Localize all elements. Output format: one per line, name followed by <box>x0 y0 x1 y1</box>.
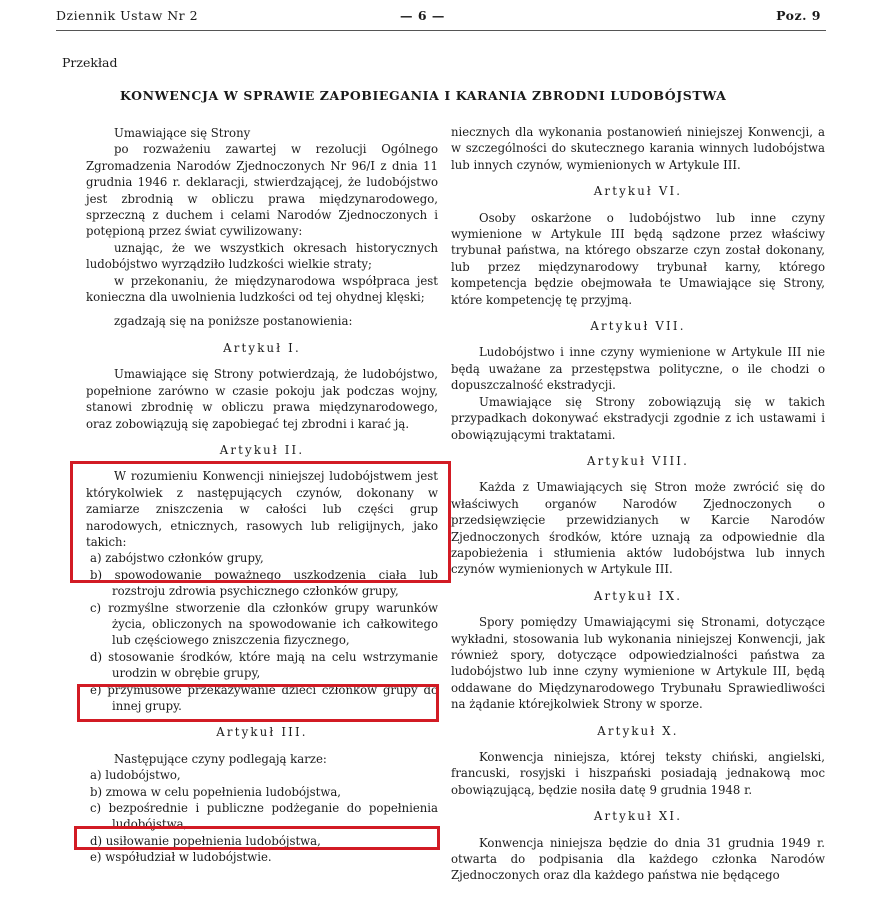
translation-label: Przekład <box>62 55 118 70</box>
article-7-text-1: Ludobójstwo i inne czyny wymienione w Artykule III nie będą uważane za przestępstwa polityczne, o ile chodzi o dopuszczalność ekstradycji. <box>451 345 825 393</box>
article-7-text-2: Umawiające się Strony zobowiązują się w takich przypadkach dokonywać ekstradycji zgodnie z ich ustawami i obowiązującymi traktatami. <box>451 394 825 442</box>
article-2-text: W rozumieniu Konwencji niniejszej ludobójstwem jest którykolwiek z następujących czynów, dokonany w zamiarze zniszczenia w całości lub części grup narodowych, etnicznych, rasowych lub religijnych, jako takich: <box>86 469 438 549</box>
header-position: Poz. 9 <box>776 8 821 23</box>
article-9-heading: Artykuł IX. <box>593 588 683 603</box>
article-8-text: Każda z Umawiających się Stron może zwrócić się do właściwych organów Narodów Zjednoczonych o przedsięwzięcie przewidzianych w Karcie Narodów Zjednoczonych środków, które uznają za odpowiednie dla zapobieżenia i stłumienia aktów ludobójstwa lub innych czynów wymienionych w Artykule III. <box>451 480 825 577</box>
highlight-box-article-2-item-d <box>77 684 439 722</box>
article-3-item-b: b) zmowa w celu popełnienia ludobójstwa, <box>90 784 342 799</box>
preamble-considering: po rozważeniu zawartej w rezolucji Ogólnego Zgromadzenia Narodów Zjednoczonych Nr 96/I z dnia 11 grudnia 1946 r. deklaracji, stwierdzającej, że ludobójstwo jest zbrodnią w obliczu prawa międzynarodowego, sprzeczną z duchem i celami Narodów Zjednoczonych i potępioną przez świat cywilizowany: <box>86 142 438 239</box>
article-2-item-a: a) zabójstwo członków grupy, <box>90 551 264 566</box>
preamble-recognizing: uznając, że we wszystkich okresach historycznych ludobójstwo wyrządziło ludzkości wielkie straty; <box>86 240 438 272</box>
document-title: KONWENCJA W SPRAWIE ZAPOBIEGANIA I KARANIA ZBRODNI LUDOBÓJSTWA <box>120 88 727 103</box>
preamble-agree: zgadzają się na poniższe postanowienia: <box>114 314 353 329</box>
highlight-box-article-3-item-b <box>74 826 440 850</box>
article-8-heading: Artykuł VIII. <box>586 453 690 468</box>
article-2-item-b: b) spowodowanie poważnego uszkodzenia ciała lub rozstroju zdrowia psychicznego członków grupy, <box>90 567 438 599</box>
article-3-intro: Następujące czyny podlegają karze: <box>114 751 327 766</box>
article-1-text: Umawiające się Strony potwierdzają, że ludobójstwo, popełnione zarówno w czasie pokoju jak podczas wojny, stanowi zbrodnię w obliczu prawa międzynarodowego, oraz zobowiązują się zapobiegać tej zbrodni i karać ją. <box>86 367 438 431</box>
header-journal: Dziennik Ustaw Nr 2 <box>56 8 199 23</box>
right-column <box>451 124 825 884</box>
preamble-convinced: w przekonaniu, że międzynarodowa współpraca jest konieczna dla uwolnienia ludzkości od tej ohydnej klęski; <box>86 273 438 305</box>
article-5-continuation: niecznych dla wykonania postanowień niniejszej Konwencji, a w szczególności do skutecznego karania winnych ludobójstwa lub innych czynów, wymienionych w Artykule III. <box>451 125 825 172</box>
article-10-heading: Artykuł X. <box>597 723 679 738</box>
article-3-heading: Artykuł III. <box>216 725 308 740</box>
article-6-text: Osoby oskarżone o ludobójstwo lub inne czyny wymienione w Artykule III będą sądzone przez właściwy trybunał państwa, na którego obszarze czyn został dokonany, lub przez międzynarodowy trybunał karny, którego kompetencja będzie obejmowała te Umawiające się Strony, które kompetencję tę przyjmą. <box>451 210 825 307</box>
highlight-box-article-2 <box>70 461 451 583</box>
article-9-text: Spory pomiędzy Umawiającymi się Stronami, dotyczące wykładni, stosowania lub wykonania niniejszej Konwencji, jak również spory, dotyczące odpowiedzialności państwa za ludobójstwo lub inne czyny wymienione w Artykule III, będą oddawane do Międzynarodowego Trybunału Sprawiedliwości na żądanie którejkolwiek Strony w sporze. <box>451 615 825 712</box>
article-2-item-e: e) przymusowe przekazywanie dzieci członków grupy do innej grupy. <box>90 682 438 713</box>
article-11-heading: Artykuł XI. <box>593 809 683 824</box>
article-10-text: Konwencja niniejsza, której teksty chiński, angielski, francuski, rosyjski i hiszpański posiadają jednakową moc obowiązującą, będzie nosiła datę 9 grudnia 1948 r. <box>451 750 825 797</box>
header-rule <box>56 30 826 31</box>
article-6-heading: Artykuł VI. <box>593 184 683 199</box>
article-3-item-e: e) współudział w ludobójstwie. <box>90 850 272 865</box>
article-3-item-a: a) ludobójstwo, <box>90 768 181 783</box>
article-2-heading: Artykuł II. <box>219 442 305 457</box>
article-11-text: Konwencja niniejsza będzie do dnia 31 grudnia 1949 r. otwarta do podpisania dla każdego członka Narodów Zjednoczonych oraz dla każdego państwa nie będącego <box>451 835 825 883</box>
preamble-parties: Umawiające się Strony <box>114 126 251 140</box>
article-3-item-c: c) bezpośrednie i publiczne podżeganie do popełnienia ludobójstwa, <box>90 801 438 832</box>
header-page-number: — 6 — <box>400 8 445 23</box>
article-2-item-d: d) stosowanie środków, które mają na celu wstrzymanie urodzin w obrębie grupy, <box>90 649 438 681</box>
article-3-item-d: d) usiłowanie popełnienia ludobójstwa, <box>90 833 321 848</box>
article-2-item-c: c) rozmyślne stworzenie dla członków grupy warunków życia, obliczonych na spowodowanie ich całkowitego lub częściowego zniszczenia fizycznego, <box>90 600 438 648</box>
article-7-heading: Artykuł VII. <box>590 319 686 334</box>
article-1-heading: Artykuł I. <box>223 340 301 355</box>
